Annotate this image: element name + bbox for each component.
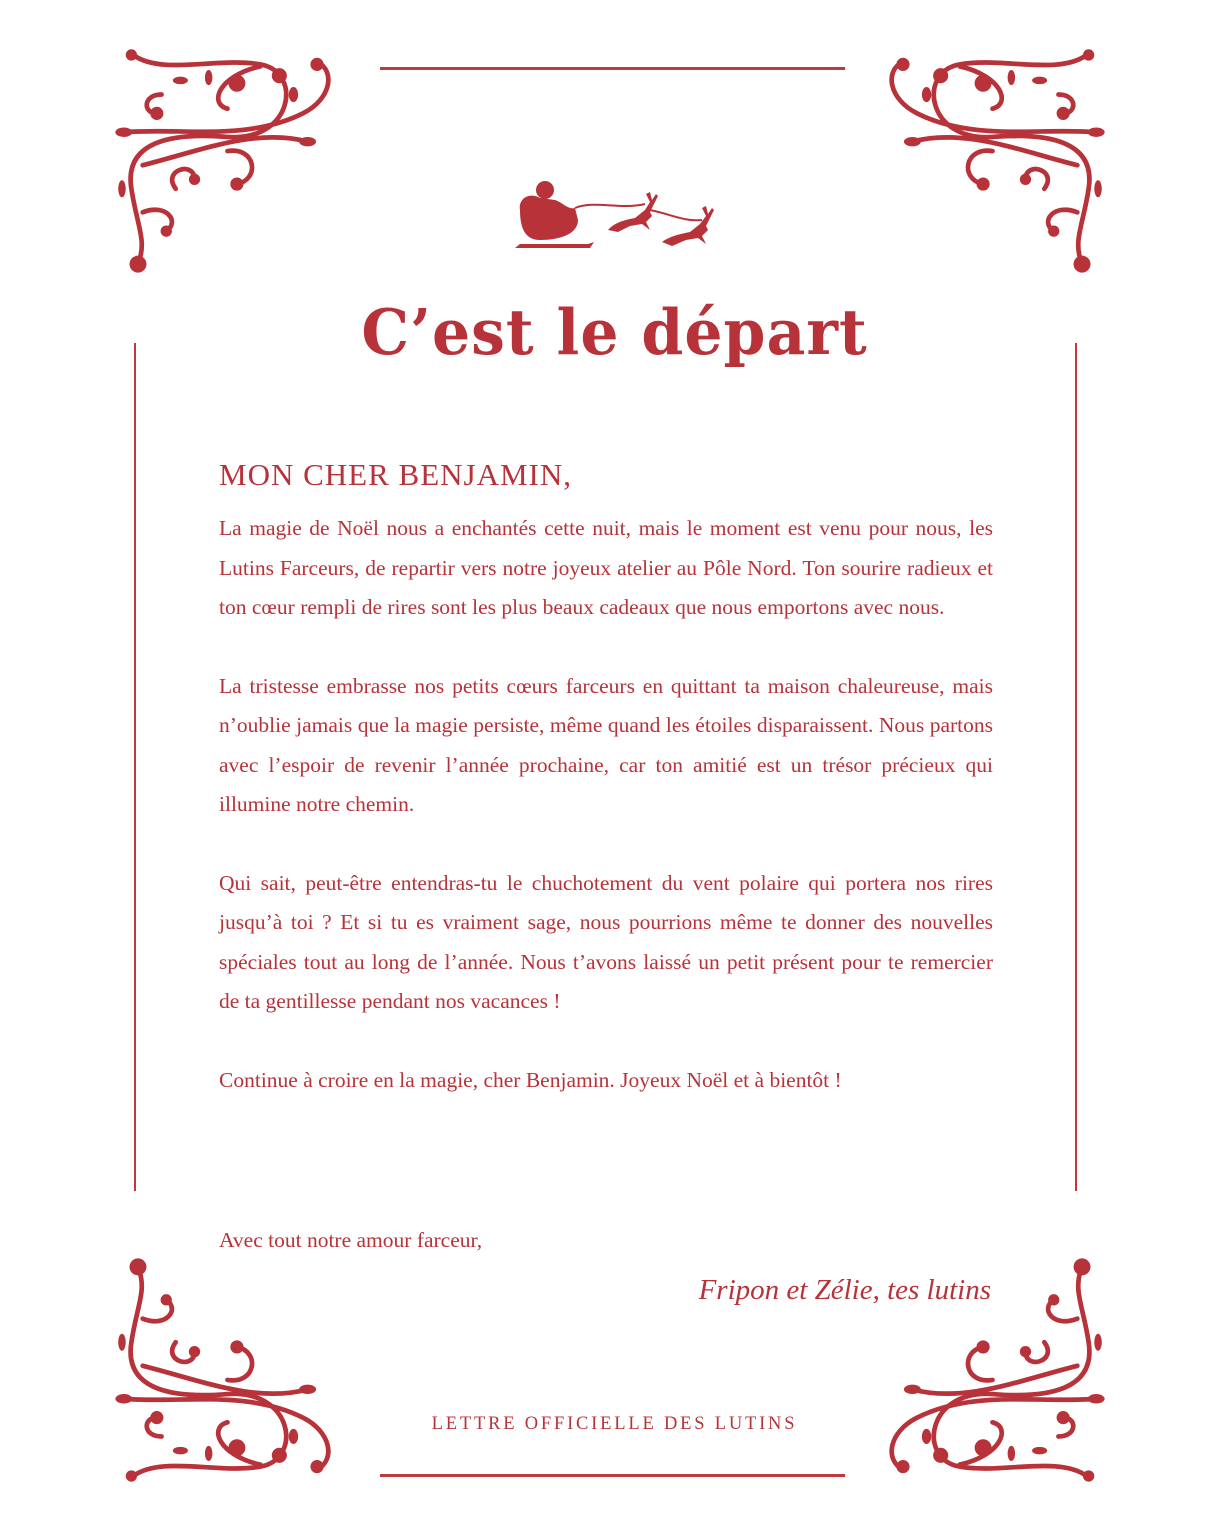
- top-divider: [380, 67, 845, 70]
- footer-label: LETTRE OFFICIELLE DES LUTINS: [431, 1414, 798, 1434]
- flourish-corner-icon: [105, 1248, 350, 1493]
- paragraph: Qui sait, peut-être entendras-tu le chuchotement du vent polaire qui portera nos rires jusqu’à toi ? Et si tu es vraiment sage, nous pourrions même te donner des nouvelles spéciales tout au long de l’année. Nous t’avons laissé un petit présent pour te remercier de ta gentillesse pendant nos vacances !: [219, 870, 993, 1013]
- right-border-line: [1075, 343, 1077, 1191]
- paragraph: La magie de Noël nous a enchantés cette nuit, mais le moment est venu pour nous, les Lutins Farceurs, de repartir vers notre joyeux atelier au Pôle Nord. Ton sourire radieux et ton cœur rempli de rires sont les plus beaux cadeaux que nous emportons avec nous.: [219, 516, 993, 619]
- paragraph: La tristesse embrasse nos petits cœurs farceurs en quittant ta maison chaleureuse, mais n’oublie jamais que la magie persiste, même quand les étoiles disparaissent. Nous partons avec l’espoir de revenir l’année prochaine, car ton amitié est un trésor précieux qui illumine notre chemin.: [219, 673, 993, 816]
- paragraph: Continue à croire en la magie, cher Benjamin. Joyeux Noël et à bientôt !: [219, 1067, 842, 1092]
- left-border-line: [134, 343, 136, 1191]
- signature: Fripon et Zélie, tes lutins: [698, 1274, 991, 1306]
- greeting: MON CHER BENJAMIN,: [219, 457, 572, 492]
- closing-line: Avec tout notre amour farceur,: [219, 1228, 483, 1252]
- bottom-divider: [380, 1474, 845, 1477]
- flourish-corner-icon: [105, 38, 350, 283]
- santa-sleigh-icon: [500, 170, 730, 250]
- letter-title: C’est le départ: [361, 296, 868, 370]
- flourish-corner-icon: [870, 38, 1115, 283]
- letter-body: [219, 455, 993, 1139]
